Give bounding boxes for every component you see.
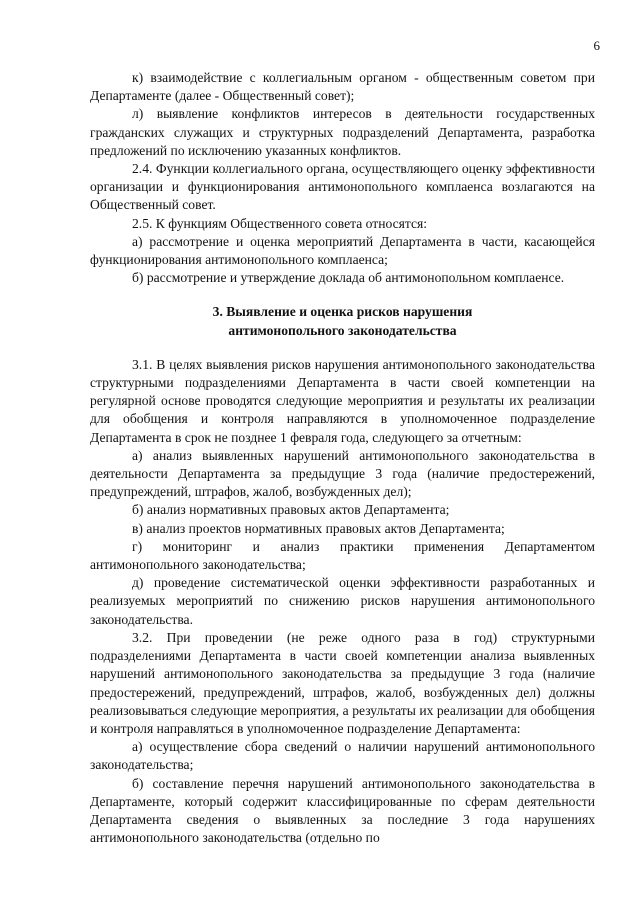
paragraph-3-2: 3.2. При проведении (не реже одного раза в год) структурными подразделениями Департамента в части своей компетенции анализа выявленных нарушений антимонопольного законодательства за предыдущие 3 года (наличие предостережений, предупреждений, штрафов, жалоб, возбужденных дел) должны реализовываться следующие мероприятия, а результаты их реализации для обобщения и контроля направляться в уполномоченное подразделение Департамента: (90, 629, 595, 736)
paragraph-3-1-v: в) анализ проектов нормативных правовых актов Департамента; (132, 520, 505, 536)
document-body (90, 69, 595, 847)
paragraph-2-5: 2.5. К функциям Общественного совета относятся: (132, 215, 428, 231)
section-heading (90, 303, 595, 339)
paragraph-k: к) взаимодействие с коллегиальным органом - общественным советом при Департаменте (далее - Общественный совет); (90, 70, 595, 104)
paragraph-2-4: 2.4. Функции коллегиального органа, осуществляющего оценку эффективности организации и функционирования антимонопольного комплаенса возлагаются на Общественный совет. (90, 161, 595, 213)
paragraph-3-2-a: а) осуществление сбора сведений о наличии нарушений антимонопольного законодательства; (90, 739, 595, 773)
paragraph-2-5-b: б) рассмотрение и утверждение доклада об антимонопольном комплаенсе. (132, 270, 565, 286)
section-heading-line-1: 3. Выявление и оценка рисков нарушения (212, 304, 473, 320)
paragraph-3-1-b: б) анализ нормативных правовых актов Департамента; (132, 502, 450, 518)
page-number: 6 (593, 38, 600, 53)
paragraph-2-5-a: а) рассмотрение и оценка мероприятий Департамента в части, касающейся функционирования антимонопольного комплаенса; (90, 233, 595, 268)
paragraph-3-1: 3.1. В целях выявления рисков нарушения антимонопольного законодательства структурными подразделениями Департамента в части своей компетенции на регулярной основе проводятся следующие мероприятия и результаты их реализации для обобщения и контроля направляются в уполномоченное подразделение Департамента в срок не позднее 1 февраля года, следующего за отчетным: (90, 356, 595, 445)
section-heading-line-2: антимонопольного законодательства (228, 322, 457, 338)
paragraph-l: л) выявление конфликтов интересов в деятельности государственных гражданских служащих и структурных подразделений Департамента, разработка предложений по исключению указанных конфликтов. (90, 106, 595, 158)
paragraph-3-1-d: д) проведение систематической оценки эффективности разработанных и реализуемых мероприятий по снижению рисков нарушения антимонопольного законодательства. (90, 575, 595, 627)
paragraph-3-1-a: а) анализ выявленных нарушений антимонопольного законодательства в деятельности Департамента за предыдущие 3 года (наличие предостережений, предупреждений, штрафов, жалоб, возбужденных дел); (90, 447, 595, 500)
paragraph-3-2-b: б) составление перечня нарушений антимонопольного законодательства в Департаменте, который содержит классифицированные по сферам деятельности Департамента сведения о выявленных за последние 3 года нарушениях антимонопольного законодательства (отдельно по (90, 775, 595, 846)
paragraph-3-1-g: г) мониторинг и анализ практики применения Департаментом антимонопольного законодательства; (90, 538, 595, 573)
